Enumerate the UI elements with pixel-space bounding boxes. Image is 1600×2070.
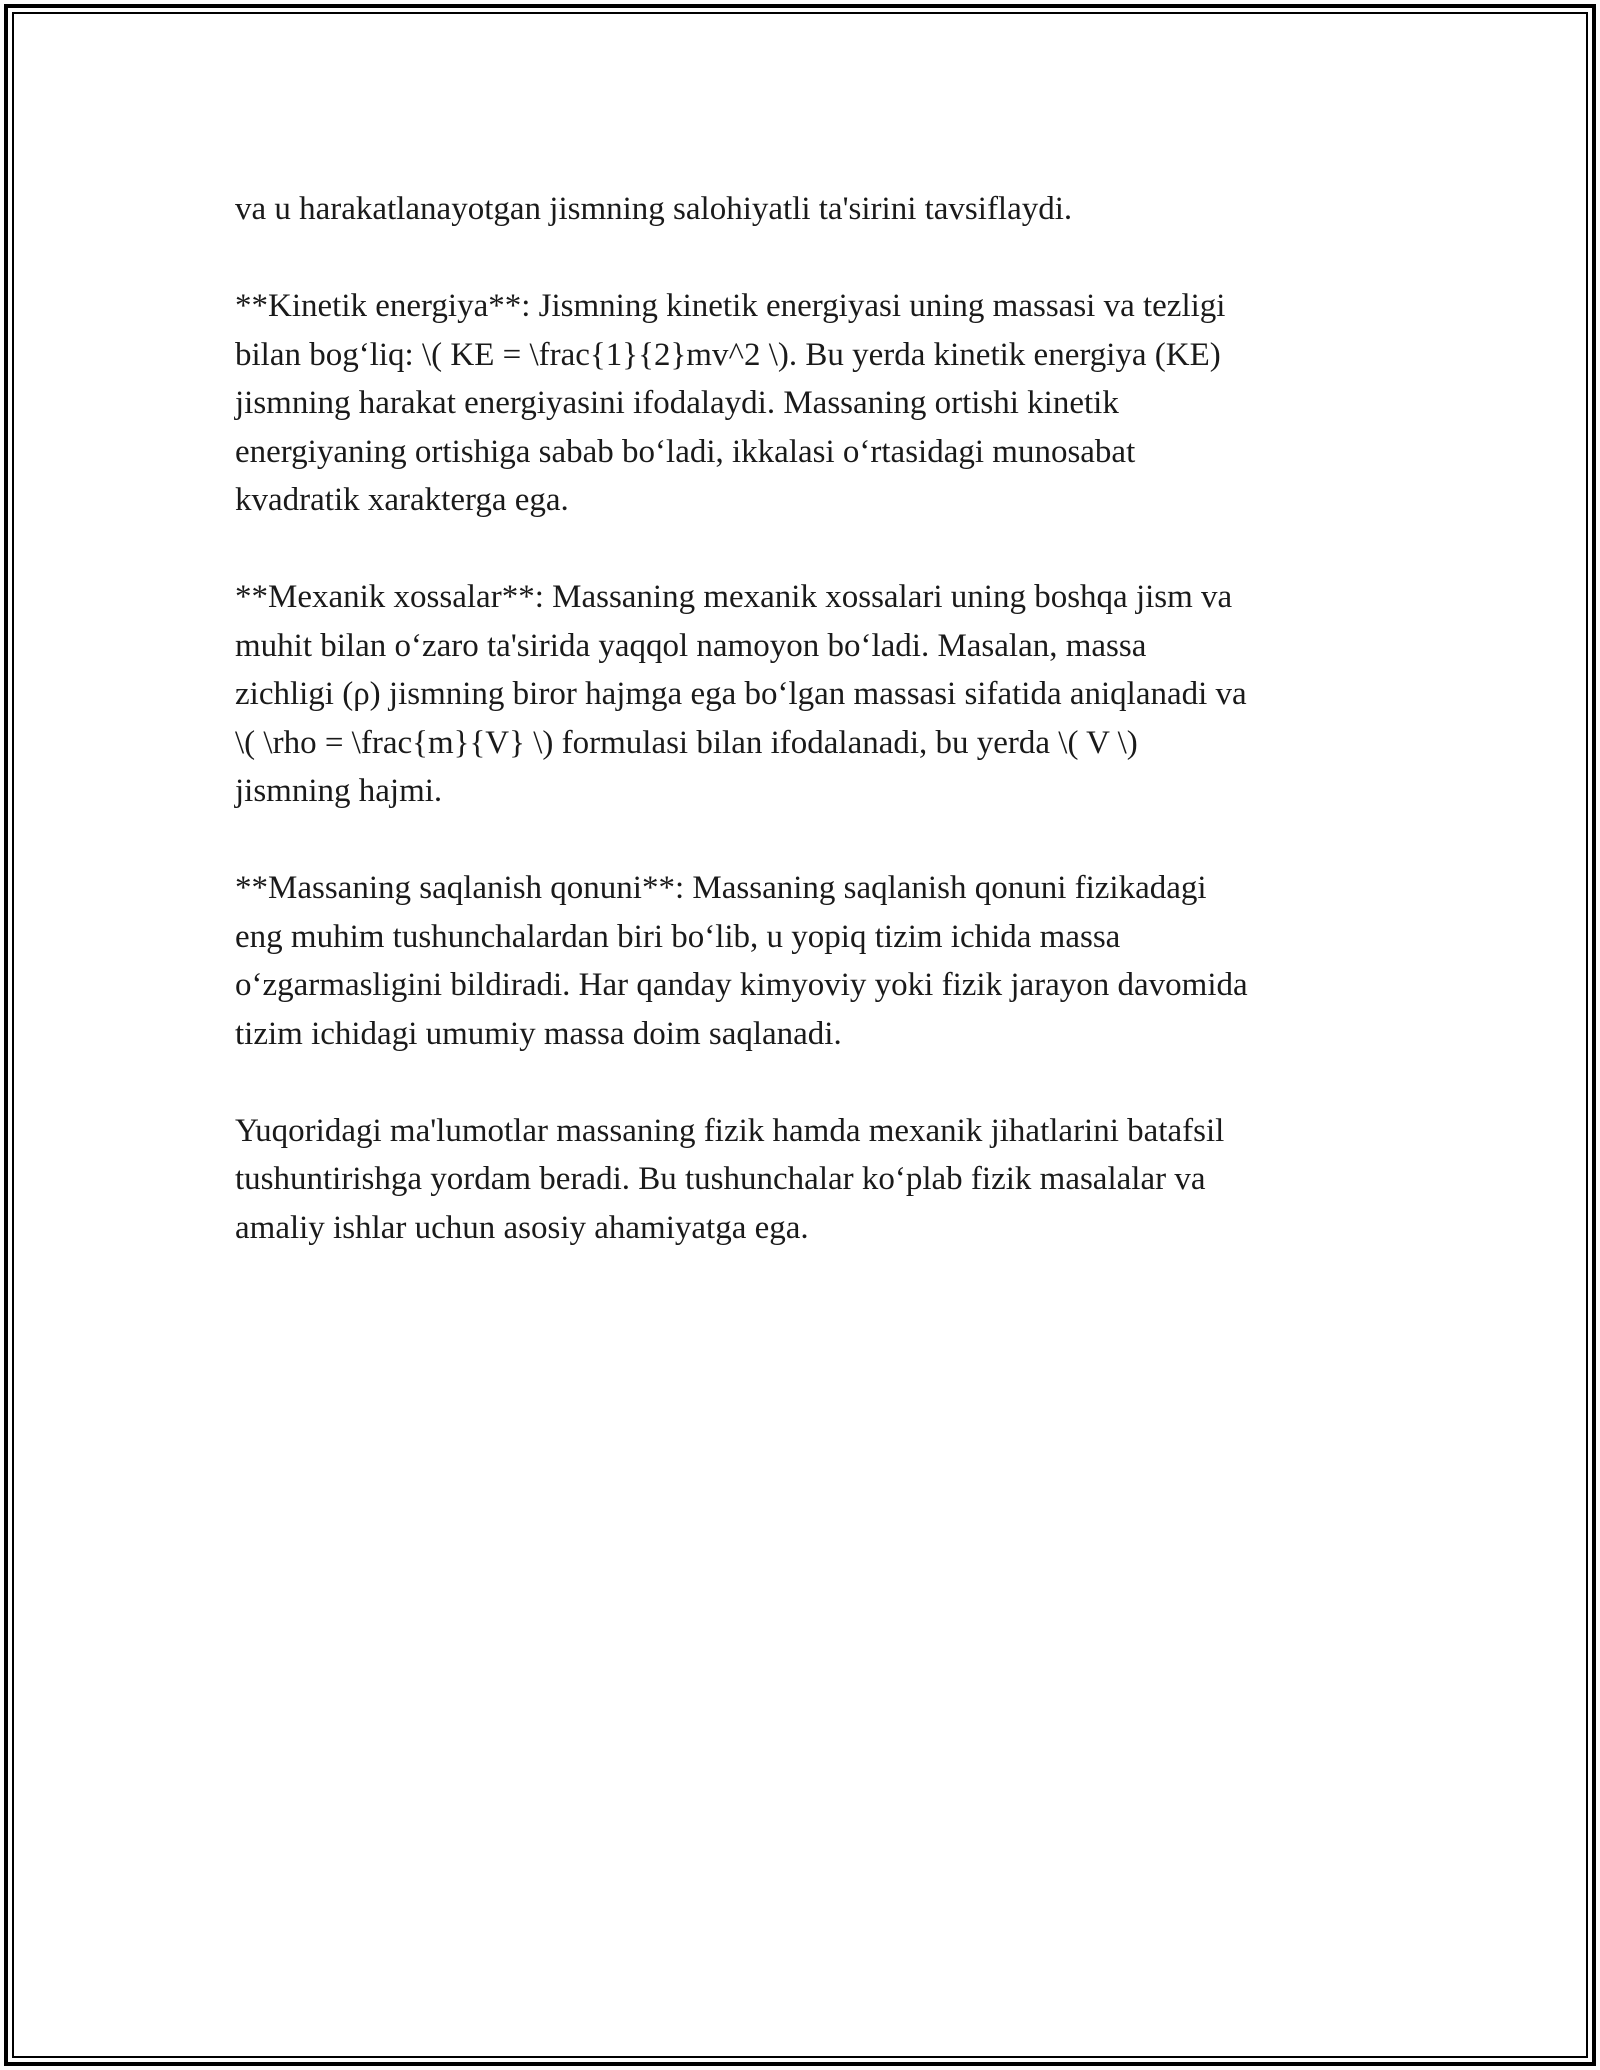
text-line: **Kinetik energiya**: Jismning kinetik energiyasi uning massasi va tezligi: [235, 288, 1226, 324]
text-line: tushuntirishga yordam beradi. Bu tushunchalar ko‘plab fizik masalalar va: [235, 1161, 1206, 1197]
paragraph-conservation-of-mass: [235, 864, 1375, 1058]
text-line: amaliy ishlar uchun asosiy ahamiyatga ega.: [235, 1209, 809, 1246]
paragraph-conclusion: [235, 1107, 1375, 1253]
text-line: energiyaning ortishiga sabab bo‘ladi, ikkalasi o‘rtasidagi munosabat: [235, 433, 1136, 470]
text-line: jismning hajmi.: [235, 773, 443, 809]
text-line: muhit bilan o‘zaro ta'sirida yaqqol namoyon bo‘ladi. Masalan, massa: [235, 627, 1147, 664]
text-line: Yuqoridagi ma'lumotlar massaning fizik hamda mexanik jihatlarini batafsil: [235, 1112, 1225, 1149]
paragraph-intro-fragment: [235, 185, 1375, 234]
text-line: tizim ichidagi umumiy massa doim saqlanadi.: [235, 1015, 842, 1052]
paragraph-kinetic-energy: [235, 282, 1375, 525]
text-line: \( \rho = \frac{m}{V} \) formulasi bilan ifodalanadi, bu yerda \( V \): [235, 724, 1138, 761]
text-line: jismning harakat energiyasini ifodalaydi. Massaning ortishi kinetik: [235, 385, 1119, 421]
paragraph-mechanical-properties: [235, 573, 1375, 816]
text-line: kvadratik xarakterga ega.: [235, 482, 569, 518]
document-body: [235, 185, 1375, 1301]
text-line: bilan bog‘liq: \( KE = \frac{1}{2}mv^2 \). Bu yerda kinetik energiya (KE): [235, 336, 1221, 373]
text-line: eng muhim tushunchalardan biri bo‘lib, u yopiq tizim ichida massa: [235, 918, 1121, 955]
text-line: **Mexanik xossalar**: Massaning mexanik xossalari uning boshqa jism va: [235, 579, 1233, 615]
text-line: va u harakatlanayotgan jismning salohiyatli ta'sirini tavsiflaydi.: [235, 191, 1073, 227]
text-line: **Massaning saqlanish qonuni**: Massaning saqlanish qonuni fizikadagi: [235, 870, 1207, 906]
text-line: zichligi (ρ) jismning biror hajmga ega bo‘lgan massasi sifatida aniqlanadi va: [235, 676, 1247, 712]
text-line: o‘zgarmasligini bildiradi. Har qanday kimyoviy yoki fizik jarayon davomida: [235, 967, 1248, 1003]
